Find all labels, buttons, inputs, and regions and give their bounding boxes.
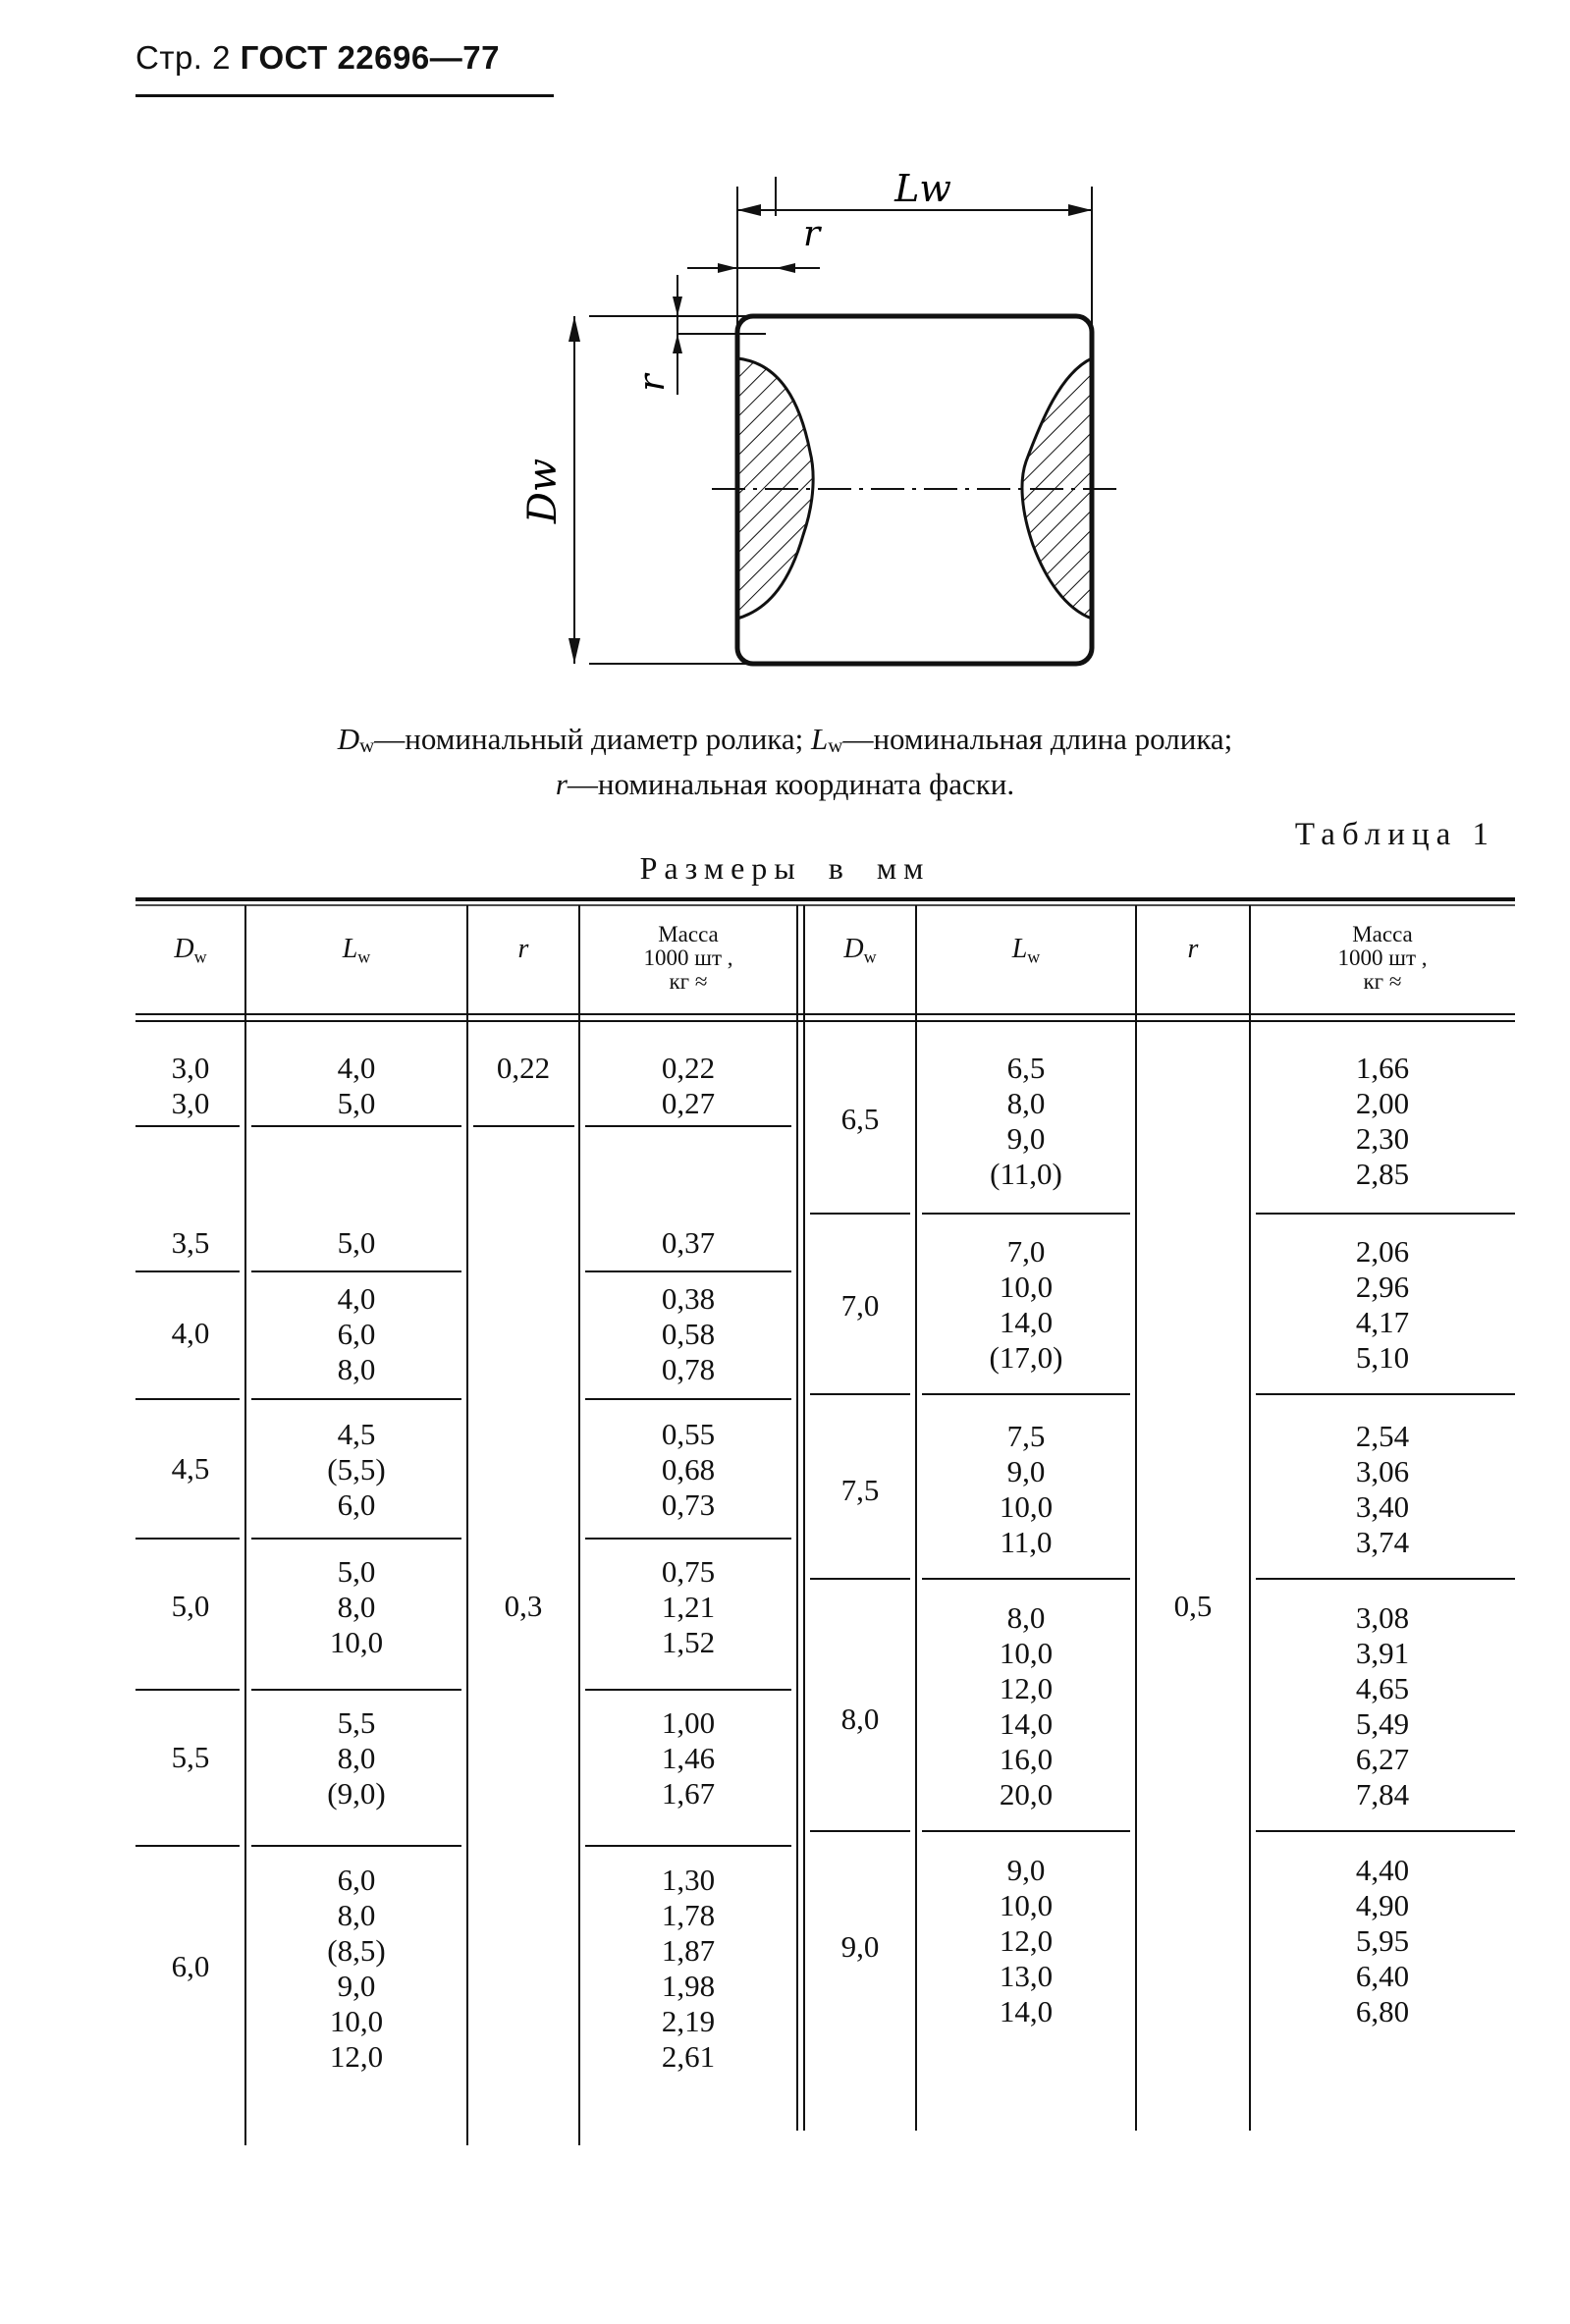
left-mass-group-2: 0,37	[661, 1225, 716, 1260]
right-dw-group-3: 7,5	[840, 1473, 880, 1507]
header-dw-right: $D_w$	[843, 934, 877, 967]
right-dw-group-5: 9,0	[840, 1929, 880, 1964]
header-dw-left: $D_w$	[174, 934, 207, 967]
legend-dw-symbol: D	[337, 722, 360, 756]
left-lw-group-2: 5,0	[337, 1225, 376, 1260]
right-mass-group-5: 4,40 4,90 5,95 6,40 6,80	[1355, 1853, 1410, 2028]
right-lw-group-3: 7,5 9,0 10,0 11,0	[999, 1419, 1054, 1559]
right-mass-group-2: 2,06 2,96 4,17 5,10	[1355, 1234, 1410, 1375]
left-lw-group-6: 5,5 8,0 (9,0)	[327, 1705, 386, 1811]
right-mass-group-1: 1,66 2,00 2,30 2,85	[1355, 1051, 1410, 1191]
left-dw-group-5: 5,0	[171, 1589, 210, 1623]
header-r-left: r	[517, 934, 529, 964]
legend-lw-sub: w	[828, 733, 843, 757]
right-dw-group-1: 6,5	[840, 1102, 880, 1136]
legend-dw-text: —номинальный диаметр ролика;	[374, 722, 812, 756]
right-mass-group-4: 3,08 3,91 4,65 5,49 6,27 7,84	[1355, 1600, 1410, 1811]
r-side-label: r	[632, 374, 673, 392]
right-dw-group-4: 8,0	[840, 1702, 880, 1736]
right-lw-group-5: 9,0 10,0 12,0 13,0 14,0	[999, 1853, 1054, 2028]
left-r-group-1: 0,22	[496, 1051, 551, 1085]
left-mass-group-7: 1,30 1,78 1,87 1,98 2,19 2,61	[661, 1863, 716, 2074]
header-r-right: r	[1187, 934, 1199, 964]
left-lw-group-7: 6,0 8,0 (8,5) 9,0 10,0 12,0	[327, 1863, 386, 2074]
legend-r-text: —номинальная координата фаски.	[567, 767, 1015, 801]
header-mass-right: Масса 1000 шт , кг ≈	[1337, 922, 1428, 994]
right-dw-group-2: 7,0	[840, 1288, 880, 1323]
right-mass-group-3: 2,54 3,06 3,40 3,74	[1355, 1419, 1410, 1559]
header-mass-left: Масса 1000 шт , кг ≈	[643, 922, 733, 994]
dw-dimension-label: Dw	[520, 458, 566, 524]
units-caption: Размеры в мм	[639, 850, 931, 886]
r-top-label: r	[803, 214, 821, 254]
legend-r-symbol: r	[555, 767, 568, 801]
left-dw-group-1: 3,0 3,0	[171, 1051, 210, 1120]
right-lw-group-1: 6,5 8,0 9,0 (11,0)	[990, 1051, 1062, 1191]
left-mass-group-5: 0,75 1,21 1,52	[661, 1554, 716, 1659]
left-lw-group-4: 4,5 (5,5) 6,0	[327, 1417, 386, 1522]
left-dw-group-2: 3,5	[171, 1225, 210, 1260]
right-r-group-1: 0,5	[1173, 1589, 1213, 1623]
header-lw-right: $L_w$	[1011, 934, 1041, 967]
right-lw-group-2: 7,0 10,0 14,0 (17,0)	[989, 1234, 1063, 1375]
left-dw-group-7: 6,0	[171, 1949, 210, 1983]
legend-lw-symbol: L	[811, 722, 829, 756]
standard-number: ГОСТ 22696—77	[240, 39, 500, 76]
left-lw-group-1: 4,0 5,0	[337, 1051, 376, 1120]
left-r-group-2: 0,3	[504, 1589, 543, 1623]
page-number: Стр. 2	[135, 39, 231, 76]
header-lw-left: $L_w$	[342, 934, 371, 967]
right-lw-group-4: 8,0 10,0 12,0 14,0 16,0 20,0	[999, 1600, 1054, 1811]
left-lw-group-3: 4,0 6,0 8,0	[337, 1281, 376, 1386]
legend-dw-sub: w	[359, 733, 375, 757]
left-mass-group-6: 1,00 1,46 1,67	[661, 1705, 716, 1811]
left-dw-group-3: 4,0	[171, 1316, 210, 1350]
table-label: Таблица 1	[1294, 817, 1495, 852]
left-mass-group-4: 0,55 0,68 0,73	[661, 1417, 716, 1522]
left-dw-group-4: 4,5	[171, 1451, 210, 1486]
left-mass-group-1: 0,22 0,27	[661, 1051, 716, 1120]
left-lw-group-5: 5,0 8,0 10,0	[329, 1554, 384, 1659]
legend-lw-text: —номинальная длина ролика;	[842, 722, 1233, 756]
left-mass-group-3: 0,38 0,58 0,78	[661, 1281, 716, 1386]
lw-dimension-label: Lw	[894, 167, 951, 210]
left-dw-group-6: 5,5	[171, 1740, 210, 1774]
